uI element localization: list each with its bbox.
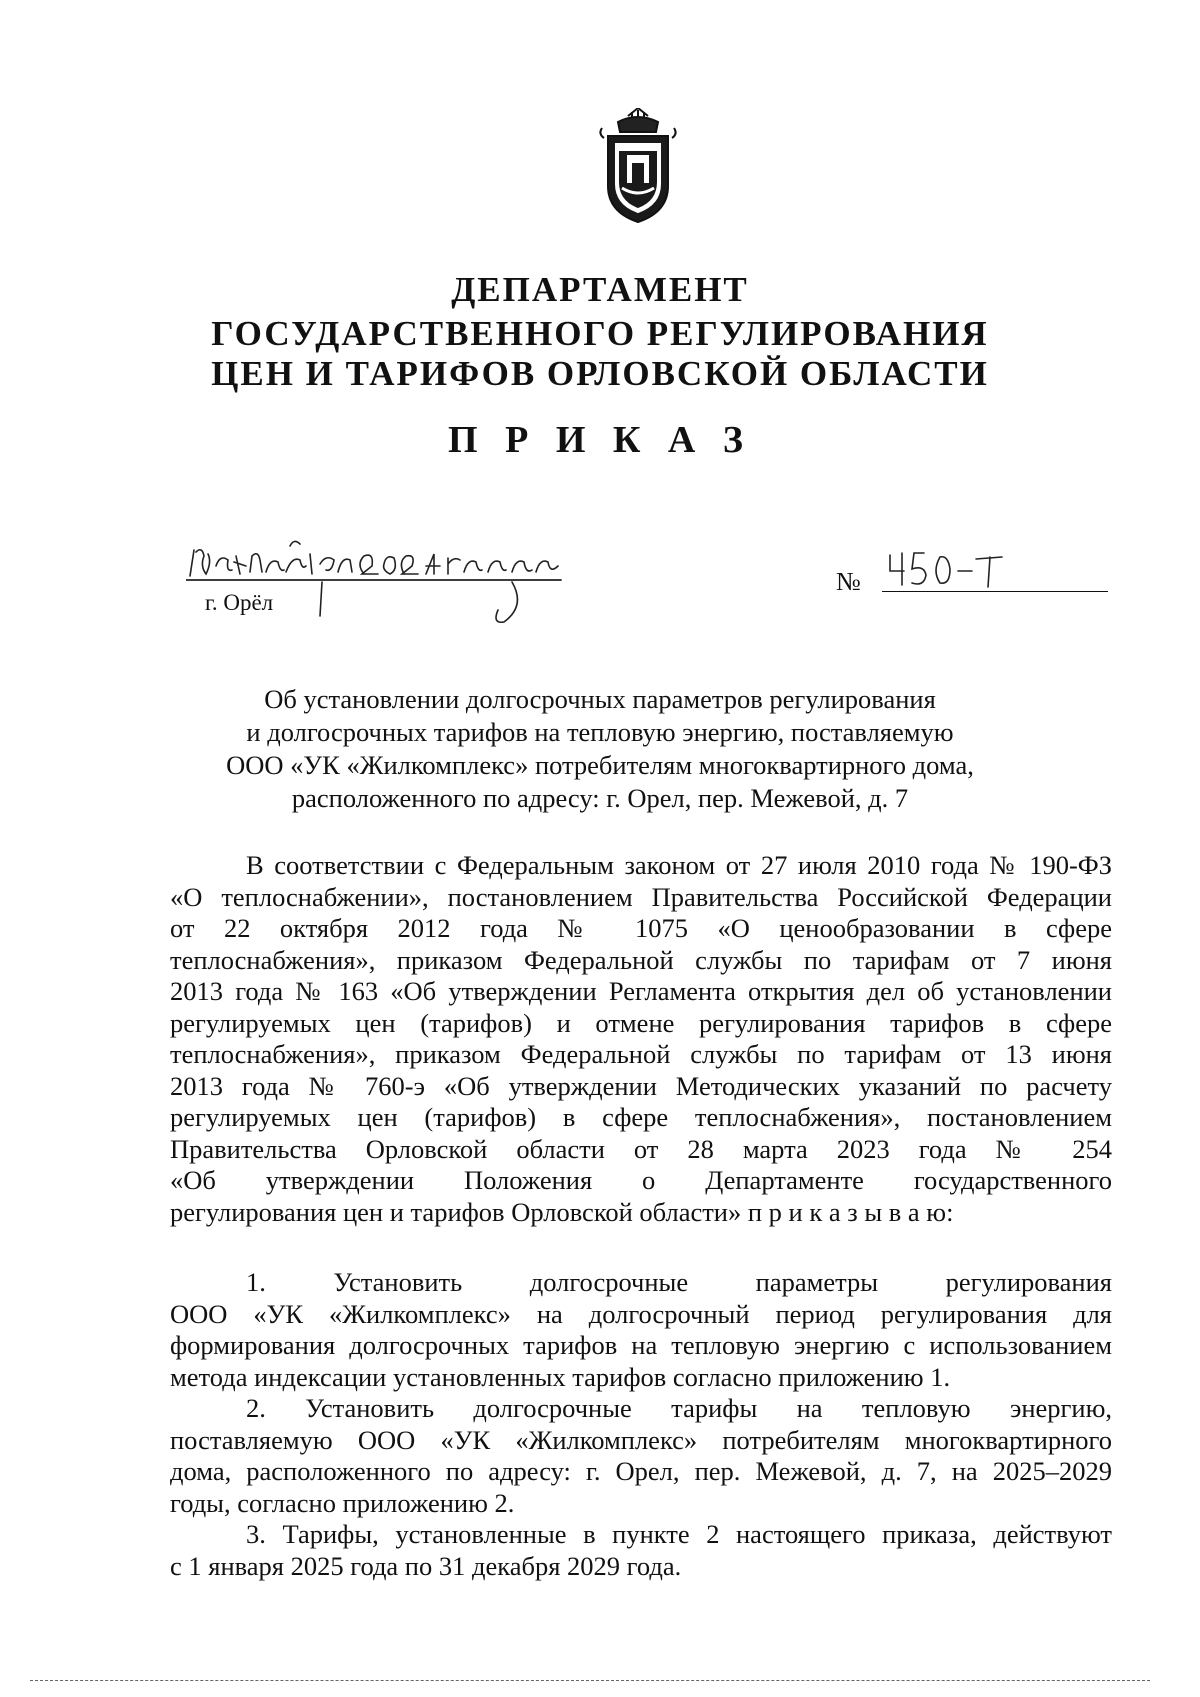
item-1-line: 1. Установить долгосрочные параметры регулирования <box>246 1267 1112 1297</box>
number-underline <box>882 591 1108 592</box>
preamble-line: от 22 октября 2012 года № 1075 «О ценообразовании в сфере <box>170 913 1112 943</box>
preamble-line: «О теплоснабжении», постановлением Правительства Российской Федерации <box>170 881 1112 912</box>
preamble-line: регулируемых цен (тарифов) и отмене регулирования тарифов в сфере <box>170 1007 1112 1038</box>
city-label: г. Орёл <box>205 590 274 615</box>
department-title-line2: ГОСУДАРСТВЕННОГО РЕГУЛИРОВАНИЯ <box>211 314 989 353</box>
coat-of-arms-emblem <box>598 108 678 226</box>
item-1-line: формирования долгосрочных тарифов на тепловую энергию с использованием <box>170 1330 1112 1360</box>
preamble-line: теплоснабжения», приказом Федеральной службы по тарифам от 13 июня <box>170 1039 1112 1069</box>
preamble-line: 2013 года № 163 «Об утверждении Регламента открытия дел об установлении <box>170 976 1112 1006</box>
preamble-line: регулируемых цен (тарифов) в сфере теплоснабжения», постановлением <box>170 1102 1112 1132</box>
preamble-paragraph <box>170 850 1112 1228</box>
item-2-line: дома, расположенного по адресу: г. Орел, пер. Межевой, д. 7, на 2025–2029 <box>170 1456 1112 1486</box>
preamble-line: «Об утверждении Положения о Департаменте государственного <box>170 1165 1112 1195</box>
preamble-line: теплоснабжения», приказом Федеральной службы по тарифам от 7 июня <box>170 944 1112 975</box>
subject-line: и долгосрочных тарифов на тепловую энергию, поставляемую <box>246 717 954 747</box>
subject-line: расположенного по адресу: г. Орел, пер. Межевой, д. 7 <box>291 783 909 813</box>
department-title-line3: ЦЕН И ТАРИФОВ ОРЛОВСКОЙ ОБЛАСТИ <box>211 354 989 393</box>
number-label: № <box>836 567 861 596</box>
subject-line: Об установлении долгосрочных параметров регулирования <box>264 684 936 714</box>
item-2-line: поставляемую ООО «УК «Жилкомплекс» потребителям многоквартирного <box>170 1424 1112 1455</box>
item-1-line: ООО «УК «Жилкомплекс» на долгосрочный период регулирования для <box>170 1298 1112 1329</box>
preamble-line: 2013 года № 760-э «Об утверждении Методических указаний по расчету <box>170 1070 1112 1101</box>
scan-edge-line <box>30 1680 1150 1681</box>
department-title-line1: ДЕПАРТАМЕНТ <box>451 270 749 309</box>
order-subject <box>0 683 1200 815</box>
document-type-heading: П Р И К А З <box>448 419 752 461</box>
item-2-line: годы, согласно приложению 2. <box>170 1487 515 1518</box>
handwritten-date <box>186 536 566 636</box>
item-3-line: 3. Тарифы, установленные в пункте 2 настоящего приказа, действуют <box>246 1519 1112 1549</box>
item-2-line: 2. Установить долгосрочные тарифы на тепловую энергию, <box>246 1393 1112 1423</box>
subject-line: ООО «УК «Жилкомплекс» потребителям многоквартирного дома, <box>226 750 974 780</box>
preamble-line: Правительства Орловской области от 28 марта 2023 года № 254 <box>170 1133 1112 1164</box>
preamble-line: регулирования цен и тарифов Орловской области» п р и к а з ы в а ю: <box>170 1196 954 1227</box>
preamble-line: В соответствии с Федеральным законом от 27 июля 2010 года № 190-ФЗ <box>246 850 1112 880</box>
item-1-line: метода индексации установленных тарифов согласно приложению 1. <box>170 1361 951 1392</box>
item-3-line: с 1 января 2025 года по 31 декабря 2029 года. <box>170 1550 682 1581</box>
handwritten-number <box>884 545 1014 593</box>
order-items <box>170 1267 1112 1582</box>
